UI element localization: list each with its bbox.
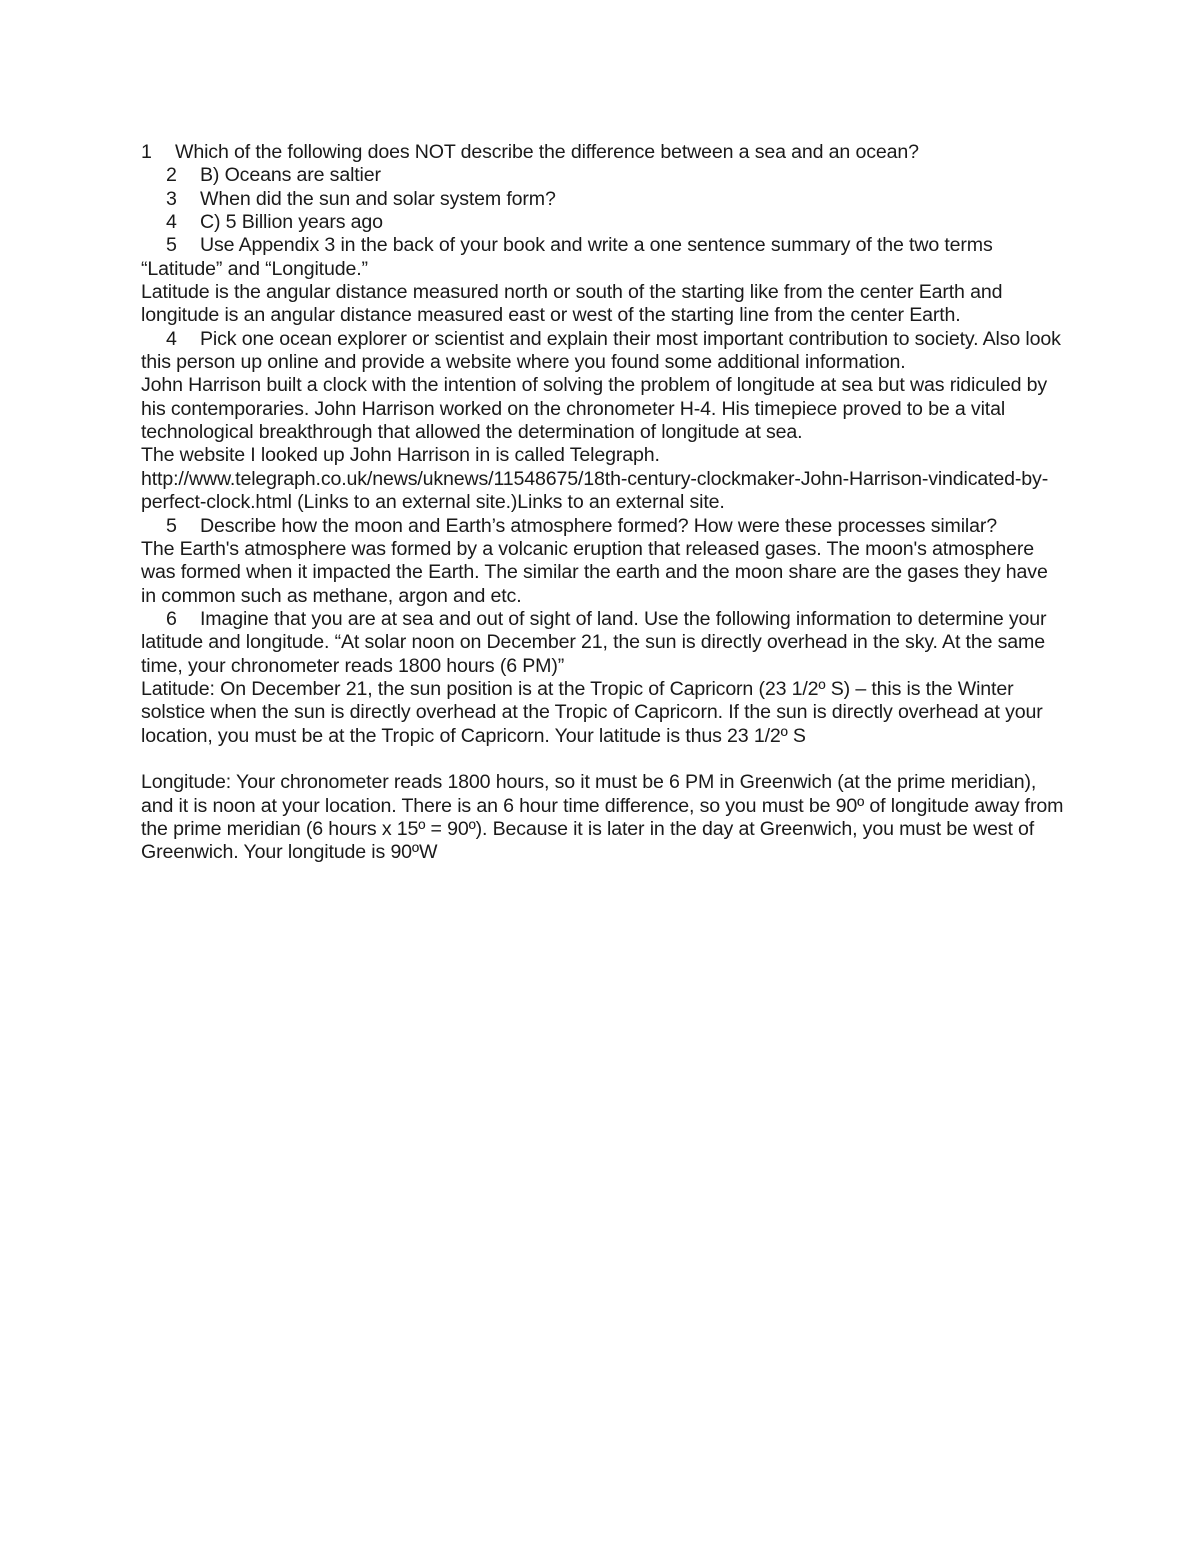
- question-ocean-explorer: [141, 328, 1066, 375]
- answer-website: The website I looked up John Harrison in is called Telegraph.: [141, 444, 660, 467]
- question-number: 5: [166, 514, 177, 537]
- answer-text: B) Oceans are saltier: [200, 164, 381, 187]
- question-number: 2: [166, 164, 177, 187]
- question-text: Use Appendix 3 in the back of your book and write a one sentence summary of the two terms “Latitude” and “Longitude.”: [141, 234, 998, 280]
- question-5-appendix: [141, 234, 1066, 281]
- question-number: 1: [141, 141, 152, 163]
- blank-line: [141, 748, 1066, 771]
- question-1: [141, 141, 1066, 164]
- question-text: Pick one ocean explorer or scientist and explain their most important contribution to society. Also look this person up online and provide a website where you found some additional information.: [141, 327, 1067, 374]
- answer-john-harrison: John Harrison built a clock with the intention of solving the problem of longitude at sea but was ridiculed by his contemporaries. John Harrison worked on the chronometer H-4. His timepiece proved to be a vital technological breakthrough that allowed the determination of longitude at sea.: [141, 374, 1053, 444]
- question-sea-position: [141, 608, 1066, 678]
- question-number: 6: [166, 607, 177, 630]
- question-text: Imagine that you are at sea and out of sight of land. Use the following information to determine your latitude and longitude. “At solar noon on December 21, the sun is directly overhead in the sky. At the same time, your chronometer reads 1800 hours (6 PM)”: [141, 607, 1052, 677]
- question-number: 4: [166, 327, 177, 350]
- answer-longitude: Longitude: Your chronometer reads 1800 hours, so it must be 6 PM in Greenwich (at the prime meridian), and it is noon at your location. There is an 6 hour time difference, so you must be 90º of longitude away from the prime meridian (6 hours x 15º = 90º). Because it is later in the day at Greenwich, you must be west of Greenwich. Your longitude is 90ºW: [141, 771, 1069, 864]
- answer-latitude: Latitude: On December 21, the sun position is at the Tropic of Capricorn (23 1/2º S) – this is the Winter solstice when the sun is directly overhead at the Tropic of Capricorn. If the sun is directly overhead at your location, you must be at the Tropic of Capricorn. Your latitude is thus 23 1/2º S: [141, 677, 1048, 747]
- question-text: Describe how the moon and Earth’s atmosphere formed? How were these processes similar?: [200, 514, 997, 537]
- question-text: When did the sun and solar system form?: [200, 187, 556, 210]
- document-body: [141, 141, 1069, 865]
- answer-4: [141, 211, 1066, 234]
- question-number: 4: [166, 211, 177, 234]
- question-3: [141, 188, 1066, 211]
- question-moon-atmosphere: [141, 515, 1066, 538]
- answer-latitude-longitude: Latitude is the angular distance measured north or south of the starting like from the center Earth and longitude is an angular distance measured east or west of the starting line from the center Earth.: [141, 281, 1008, 327]
- question-number: 5: [166, 234, 177, 257]
- answer-atmosphere: The Earth's atmosphere was formed by a volcanic eruption that released gases. The moon's atmosphere was formed when it impacted the Earth. The similar the earth and the moon share are the gases they have in common such as methane, argon and etc.: [141, 537, 1053, 607]
- answer-text: C) 5 Billion years ago: [200, 211, 383, 234]
- answer-2: [141, 164, 1066, 187]
- question-text: Which of the following does NOT describe the difference between a sea and an ocean?: [175, 141, 919, 163]
- question-number: 3: [166, 187, 177, 210]
- answer-url: http://www.telegraph.co.uk/news/uknews/11548675/18th-century-clockmaker-John-Harrison-vindicated-by-perfect-clock.html (Links to an external site.)Links to an external site.: [141, 467, 1049, 514]
